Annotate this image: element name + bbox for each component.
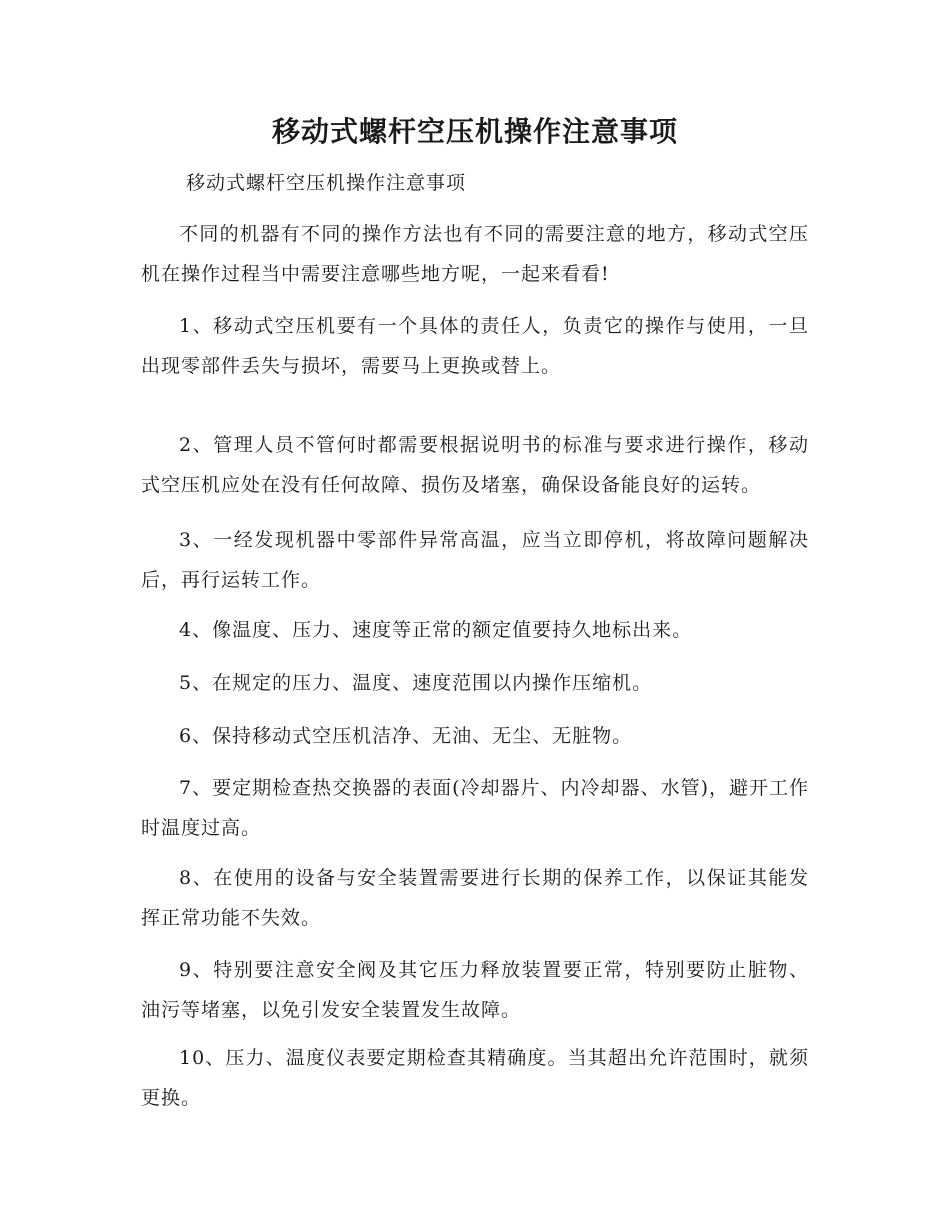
paragraph-item-6: 6、保持移动式空压机洁净、无油、无尘、无脏物。 (179, 725, 633, 747)
paragraph-item-7: 7、要定期检查热交换器的表面(冷却器片、内冷却器、水管)，避开工作时温度过高。 (141, 777, 809, 839)
paragraph-item-4: 4、像温度、压力、速度等正常的额定值要持久地标出来。 (179, 619, 693, 641)
document-title: 移动式螺杆空压机操作注意事项 (271, 115, 678, 148)
document-subtitle: 移动式螺杆空压机操作注意事项 (186, 172, 467, 194)
paragraph-item-10: 10、压力、温度仪表要定期检查其精确度。当其超出允许范围时，就须更换。 (141, 1047, 809, 1109)
paragraph-item-9: 9、特别要注意安全阀及其它压力释放装置要正常，特别要防止脏物、油污等堵塞，以免引发安全装置发生故障。 (141, 959, 809, 1021)
paragraph-item-5: 5、在规定的压力、温度、速度范围以内操作压缩机。 (179, 672, 653, 694)
paragraph-item-2: 2、管理人员不管何时都需要根据说明书的标准与要求进行操作，移动式空压机应处在没有任何故障、损伤及堵塞，确保设备能良好的运转。 (141, 434, 809, 496)
paragraph-item-3: 3、一经发现机器中零部件异常高温，应当立即停机，将故障问题解决后，再行运转工作。 (141, 529, 809, 591)
paragraph-item-8: 8、在使用的设备与安全装置需要进行长期的保养工作，以保证其能发挥正常功能不失效。 (141, 867, 809, 929)
paragraph-item-1: 1、移动式空压机要有一个具体的责任人，负责它的操作与使用，一旦出现零部件丢失与损坏，需要马上更换或替上。 (141, 315, 809, 377)
paragraph-intro: 不同的机器有不同的操作方法也有不同的需要注意的地方，移动式空压机在操作过程当中需要注意哪些地方呢，一起来看看! (141, 223, 809, 285)
